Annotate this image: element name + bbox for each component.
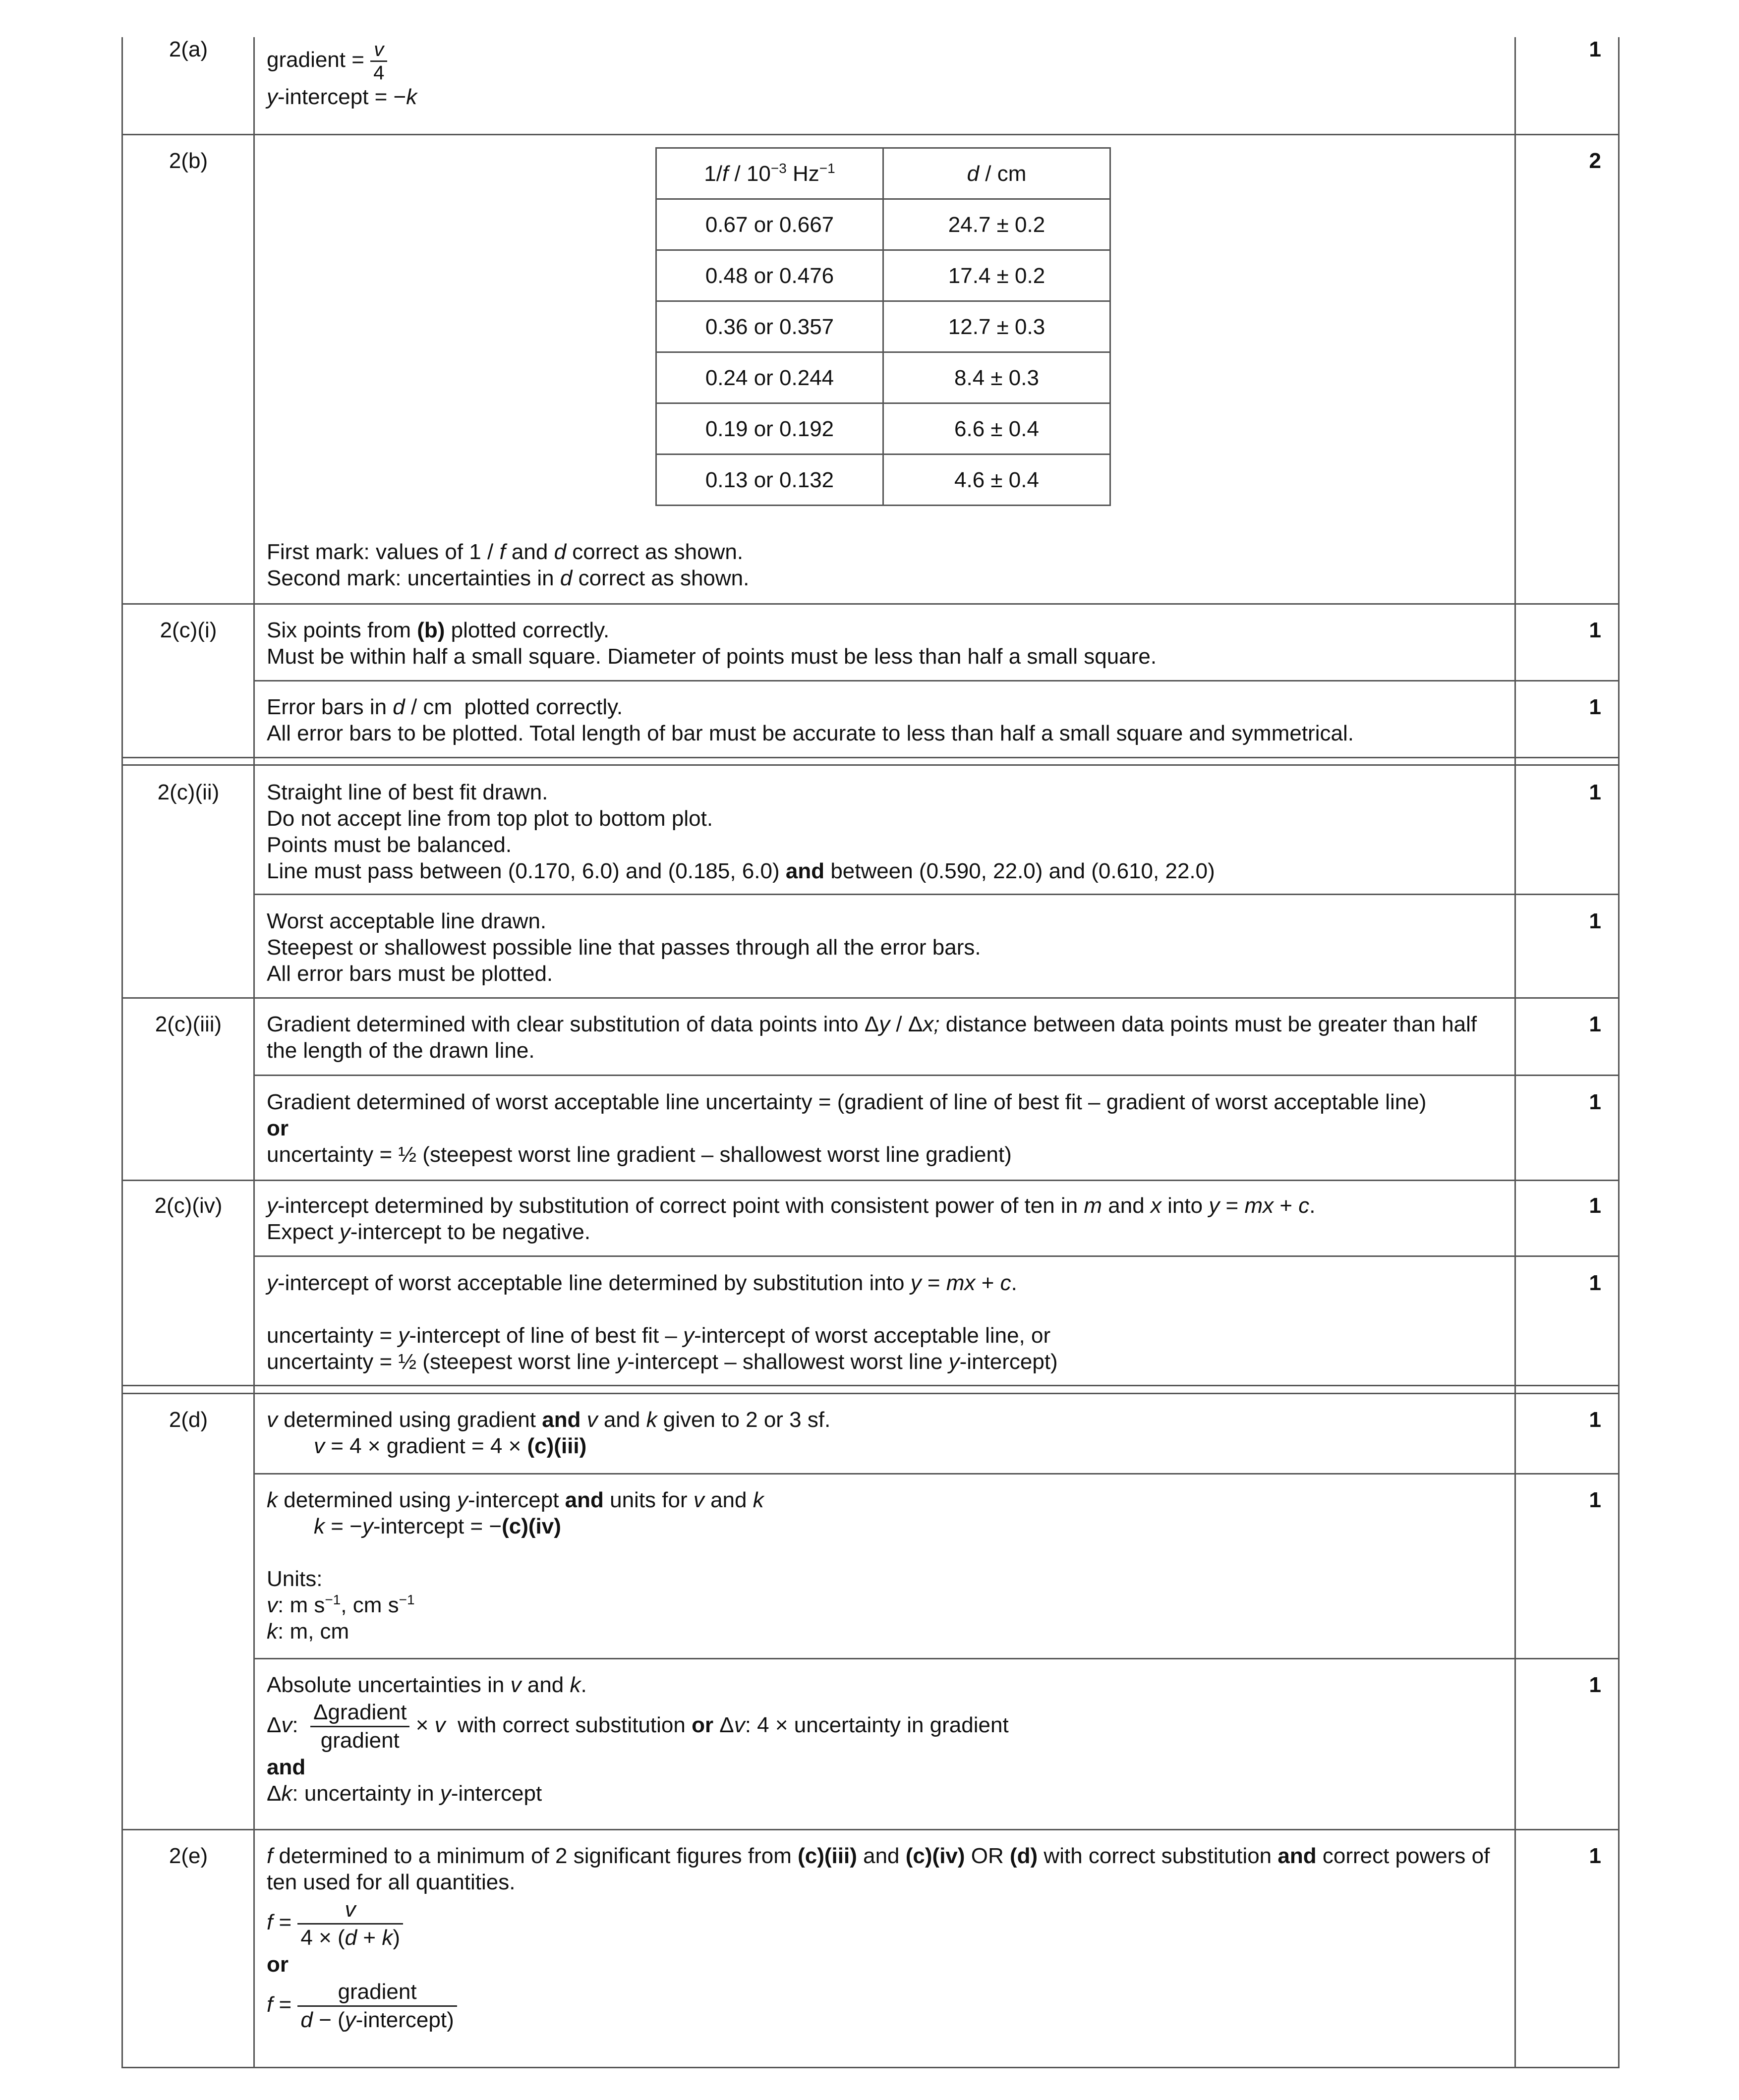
table-cell: 8.4 ± 0.3 bbox=[883, 352, 1110, 403]
answer-2cii-worst-line: Worst acceptable line drawn. Steepest or shallowest possible line that passes through all the error bars. All error bars must be plotted. bbox=[267, 909, 981, 986]
mark-value: 2 bbox=[1589, 149, 1601, 173]
table-row bbox=[656, 352, 1110, 403]
mark-value: 1 bbox=[1589, 1090, 1601, 1114]
border-right bbox=[1618, 37, 1620, 2068]
border-answer-col bbox=[1514, 37, 1516, 2068]
border-question-col bbox=[253, 37, 255, 2068]
border-left bbox=[121, 37, 123, 2068]
table-header-row bbox=[656, 148, 1110, 199]
subrow-divider bbox=[253, 1473, 1620, 1475]
table-cell: 12.7 ± 0.3 bbox=[883, 301, 1110, 352]
question-label: 2(c)(i) bbox=[160, 618, 217, 642]
mark-value: 1 bbox=[1589, 780, 1601, 804]
mark-value: 1 bbox=[1589, 1673, 1601, 1697]
subrow-divider bbox=[253, 1255, 1620, 1257]
row-divider bbox=[121, 757, 1620, 758]
answer-2civ-intercept: y-intercept determined by substitution of correct point with consistent power of ten in m and x into y = mx + c. Expect y-intercept to be negative. bbox=[267, 1193, 1316, 1244]
mark-value: 1 bbox=[1589, 1193, 1601, 1218]
fraction: $\frac{\text{gradient}}{\text{d − (y-intercept)}}$ bbox=[297, 1979, 457, 2034]
question-label: 2(b) bbox=[169, 149, 208, 173]
subrow-divider bbox=[253, 894, 1620, 895]
table-header-distance: d / cm bbox=[883, 148, 1110, 199]
row-divider bbox=[121, 764, 1620, 766]
answer-2d-k: k determined using y-intercept and units for v and k k = −y-intercept = −(c)(iv) Units: v: m $s^{-1}$, cm $s^{-1}$ k: m, cm bbox=[267, 1488, 764, 1644]
row-divider bbox=[121, 1385, 1620, 1386]
answer-2e: f determined to a minimum of 2 significant figures from (c)(iii) and (c)(iv) OR (d) with correct substitution and correct powers of ten used for all quantities. f = $\frac{v}{4 \times (d + k)}$ or f = $\frac{\text{gradient}}{\text{d − (y-intercept)}}$ bbox=[267, 1843, 1506, 2034]
mark-value: 1 bbox=[1589, 1844, 1601, 1868]
table-row bbox=[656, 199, 1110, 250]
answer-2civ-worst-intercept: y-intercept of worst acceptable line determined by substitution into y = mx + c. uncertainty = y-intercept of line of best fit – y-intercept of worst acceptable line, or uncertainty = ½ (steepest worst line y-intercept – shallowest worst line y-intercept) bbox=[267, 1271, 1058, 1374]
mark-value: 1 bbox=[1589, 37, 1601, 61]
table-cell: 0.24 or 0.244 bbox=[656, 352, 883, 403]
table-row bbox=[656, 454, 1110, 506]
mark-value: 1 bbox=[1589, 1488, 1601, 1512]
table-cell: 0.67 or 0.667 bbox=[656, 199, 883, 250]
question-label: 2(c)(ii) bbox=[157, 780, 220, 804]
table-row bbox=[656, 301, 1110, 352]
mark-value: 1 bbox=[1589, 1408, 1601, 1432]
question-label: 2(c)(iii) bbox=[155, 1012, 222, 1036]
table-cell: 17.4 ± 0.2 bbox=[883, 250, 1110, 301]
mark-value: 1 bbox=[1589, 1012, 1601, 1036]
table-header-inverse-frequency: $1/f / 10^{-3}$ $Hz^{-1}$ bbox=[656, 148, 883, 199]
answer-2b-notes: First mark: values of 1 / f and d correct as shown. Second mark: uncertainties in d correct as shown. bbox=[267, 540, 750, 590]
subrow-divider bbox=[253, 680, 1620, 681]
question-label: 2(d) bbox=[169, 1408, 208, 1432]
table-cell: 0.19 or 0.192 bbox=[656, 403, 883, 454]
table-cell: 24.7 ± 0.2 bbox=[883, 199, 1110, 250]
row-divider bbox=[121, 1180, 1620, 1181]
mark-value: 1 bbox=[1589, 618, 1601, 642]
question-label: 2(a) bbox=[169, 37, 208, 61]
row-divider bbox=[121, 1829, 1620, 1830]
mark-value: 1 bbox=[1589, 695, 1601, 719]
table-cell: 4.6 ± 0.4 bbox=[883, 454, 1110, 506]
answer-2cii-best-fit: Straight line of best fit drawn. Do not accept line from top plot to bottom plot. Points must be balanced. Line must pass between (0.170, 6.0) and (0.185, 6.0) and between (0.590, 22.0) and (0.610, 22.0) bbox=[267, 780, 1215, 883]
question-label: 2(c)(iv) bbox=[154, 1193, 223, 1218]
answer-2ciii-gradient: Gradient determined with clear substitution of data points into Δy / Δx; distance between data points must be greater than half the length of the drawn line. bbox=[267, 1012, 1477, 1063]
row-divider bbox=[121, 1393, 1620, 1394]
row-divider bbox=[121, 134, 1620, 135]
answer-2d-v: v determined using gradient and v and k given to 2 or 3 sf. v = 4 × gradient = 4 × (c)(iii) bbox=[267, 1408, 831, 1458]
row-divider bbox=[121, 603, 1620, 605]
subrow-divider bbox=[253, 1658, 1620, 1659]
answer-2a: gradient = $\frac{v}{4}$ y-intercept = −k bbox=[267, 39, 417, 109]
data-table bbox=[655, 147, 1111, 506]
fraction: $\frac{v}{4}$ bbox=[370, 39, 387, 84]
answer-2ciii-uncertainty: Gradient determined of worst acceptable line uncertainty = (gradient of line of best fit – gradient of worst acceptable line) or uncertainty = ½ (steepest worst line gradient – shallowest worst line gradient) bbox=[267, 1090, 1427, 1167]
fraction: $\frac{\text{Δgradient}}{\text{gradient}}$ bbox=[310, 1699, 409, 1754]
table-row bbox=[656, 403, 1110, 454]
answer-2ci-error-bars: Error bars in d / cm plotted correctly. All error bars to be plotted. Total length of bar must be accurate to less than half a small square and symmetrical. bbox=[267, 695, 1354, 745]
question-label: 2(e) bbox=[169, 1844, 208, 1868]
mark-value: 1 bbox=[1589, 1271, 1601, 1295]
mark-value: 1 bbox=[1589, 909, 1601, 933]
answer-2ci-points: Six points from (b) plotted correctly. Must be within half a small square. Diameter of points must be less than half a small square. bbox=[267, 618, 1157, 669]
answer-2d-uncertainties: Absolute uncertainties in v and k. Δv: $\frac{\text{Δgradient}}{\text{gradient}}$ × v with correct substitution or Δv: 4 × uncertainty in gradient and Δk: uncertainty in y-intercept bbox=[267, 1673, 1009, 1806]
table-row bbox=[656, 250, 1110, 301]
table-cell: 0.48 or 0.476 bbox=[656, 250, 883, 301]
table-cell: 6.6 ± 0.4 bbox=[883, 403, 1110, 454]
fraction: $\frac{v}{4 \times (d + k)}$ bbox=[297, 1896, 403, 1951]
subrow-divider bbox=[253, 1075, 1620, 1076]
table-cell: 0.13 or 0.132 bbox=[656, 454, 883, 506]
table-cell: 0.36 or 0.357 bbox=[656, 301, 883, 352]
row-divider bbox=[121, 2067, 1620, 2068]
row-divider bbox=[121, 997, 1620, 999]
